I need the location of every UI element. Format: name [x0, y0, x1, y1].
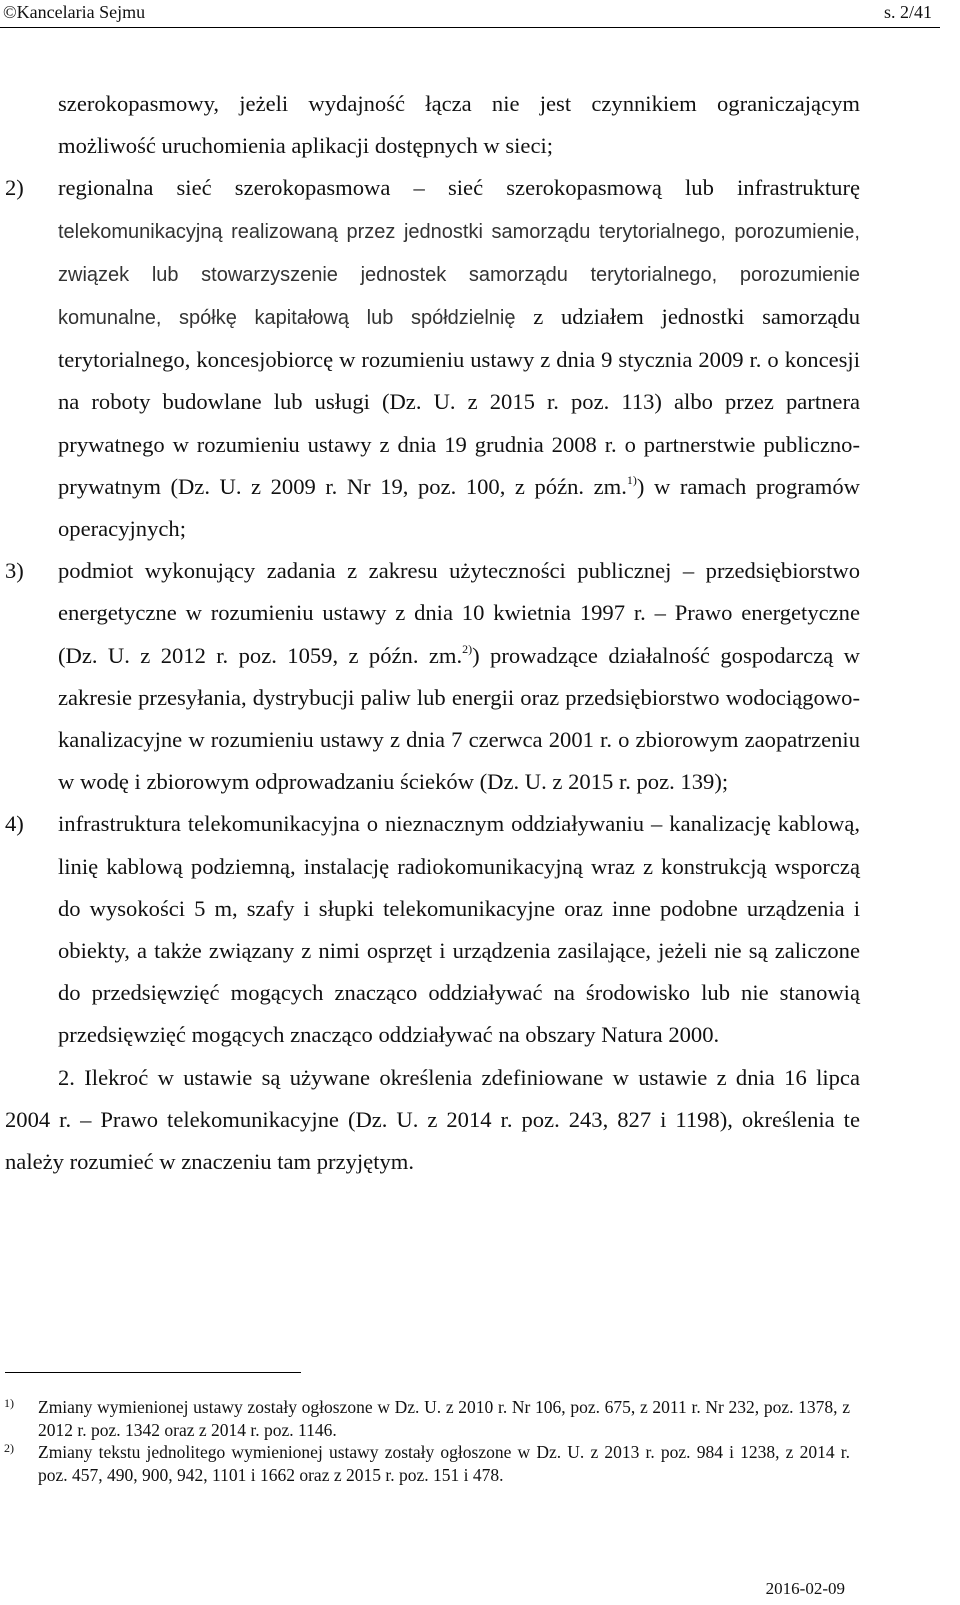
paragraph-2: 2. Ilekroć w ustawie są używane określenia zdefiniowane w ustawie z dnia 16 lipca 2004 r. – Prawo telekomunikacyjne (Dz. U. z 2014 r. poz. 243, 827 i 1198), określenia te należy rozumieć w znaczeniu tam przyjętym. [5, 1064, 860, 1175]
item-3-text-a: podmiot wykonujący zadania z zakresu użyteczności publicznej – przedsiębiorstwo energetyczne w rozumieniu ustawy z dnia 10 kwietnia 1997 r. – Prawo energetyczne (Dz. U. z 2012 r. poz. 1059, z późn. zm. [58, 558, 860, 668]
list-item-3 [0, 550, 960, 803]
footnote-mark: 1) [4, 1396, 14, 1410]
list-item-text [58, 550, 860, 803]
footnote-1 [4, 1396, 850, 1441]
footnote-text: Zmiany tekstu jednolitego wymienionej ustawy zostały ogłoszone w Dz. U. z 2013 r. poz. 984 i 1238, z 2014 r. poz. 457, 490, 900, 942, 1101 i 1662 oraz z 2015 r. poz. 151 i 478. [38, 1442, 850, 1485]
item-3-text-b: ) prowadzące działalność gospodarczą w zakresie przesyłania, dystrybucji paliw lub energii oraz przedsiębiorstwo wodociągowo-kanalizacyjne w rozumieniu ustawy z dnia 7 czerwca 2001 r. o zbiorowym zaopatrzeniu w wodę i zbiorowym odprowadzaniu ścieków (Dz. U. z 2015 r. poz. 139); [58, 642, 860, 795]
header-page-number: s. 2/41 [883, 2, 932, 22]
list-item-2 [0, 167, 960, 550]
list-item-text [58, 167, 860, 550]
list-item-number: 4) [5, 811, 24, 837]
item-2-text-b: telekomunikacyjną realizowaną przez jednostki samorządu terytorialnego, porozumienie, związek lub stowarzyszenie jednostek samorządu terytorialnego, porozumienie komunalne, spółkę kapitałową lub spółdzielnię [58, 220, 860, 330]
footnote-ref-2[interactable]: 2) [462, 641, 473, 656]
list-item-number: 2) [5, 175, 24, 201]
item-2-text-c: z udziałem jednostki samorządu terytorialnego, koncesjobiorcę w rozumieniu ustawy z dnia 9 stycznia 2009 r. o koncesji na roboty budowlane lub usługi (Dz. U. z 2015 r. poz. 113) albo przez partnera prywatnego w rozumieniu ustawy z dnia 19 grudnia 2008 r. o partnerstwie publiczno-prywatnym (Dz. U. z 2009 r. Nr 19, poz. 100, z późn. zm. [58, 304, 860, 499]
continuation-text: szerokopasmowy, jeżeli wydajność łącza nie jest czynnikiem ograniczającym możliwość uruchomienia aplikacji dostępnych w sieci; [58, 91, 860, 159]
footnotes [0, 1396, 960, 1486]
footnote-mark: 2) [4, 1441, 14, 1455]
footnote-2 [4, 1441, 850, 1486]
list-item-text: infrastruktura telekomunikacyjna o nieznacznym oddziaływaniu – kanalizację kablową, linię kablową podziemną, instalację radiokomunikacyjną wraz z konstrukcją wsporczą do wysokości 5 m, szafy i słupki telekomunikacyjne oraz inne podobne urządzenia i obiekty, a także związany z nimi osprzęt i urządzenia zasilające, jeżeli nie są zaliczone do przedsięwzięć mogących znacząco oddziaływać na środowisko lub nie stanowią przedsięwzięć mogących znacząco oddziaływać na obszary Natura 2000. [58, 811, 860, 1048]
list-item-number: 3) [5, 558, 24, 584]
list-item-4 [0, 803, 960, 1056]
footnote-separator [5, 1372, 301, 1373]
item-2-text-d: ) w ramach programów operacyjnych; [58, 473, 860, 542]
document-date: 2016-02-09 [765, 1579, 845, 1598]
header-copyright: ©Kancelaria Sejmu [3, 2, 146, 22]
document-body [0, 83, 960, 1183]
footnote-ref-1[interactable]: 1) [626, 472, 637, 487]
continuation-paragraph [0, 83, 960, 167]
item-2-text-a: regionalna sieć szerokopasmowa – sieć szerokopasmową lub infrastrukturę [58, 175, 860, 201]
header-rule [0, 27, 940, 28]
footnote-text: Zmiany wymienionej ustawy zostały ogłoszone w Dz. U. z 2010 r. Nr 106, poz. 675, z 2011 r. Nr 232, poz. 1378, z 2012 r. poz. 1342 oraz z 2014 r. poz. 1146. [38, 1397, 850, 1440]
